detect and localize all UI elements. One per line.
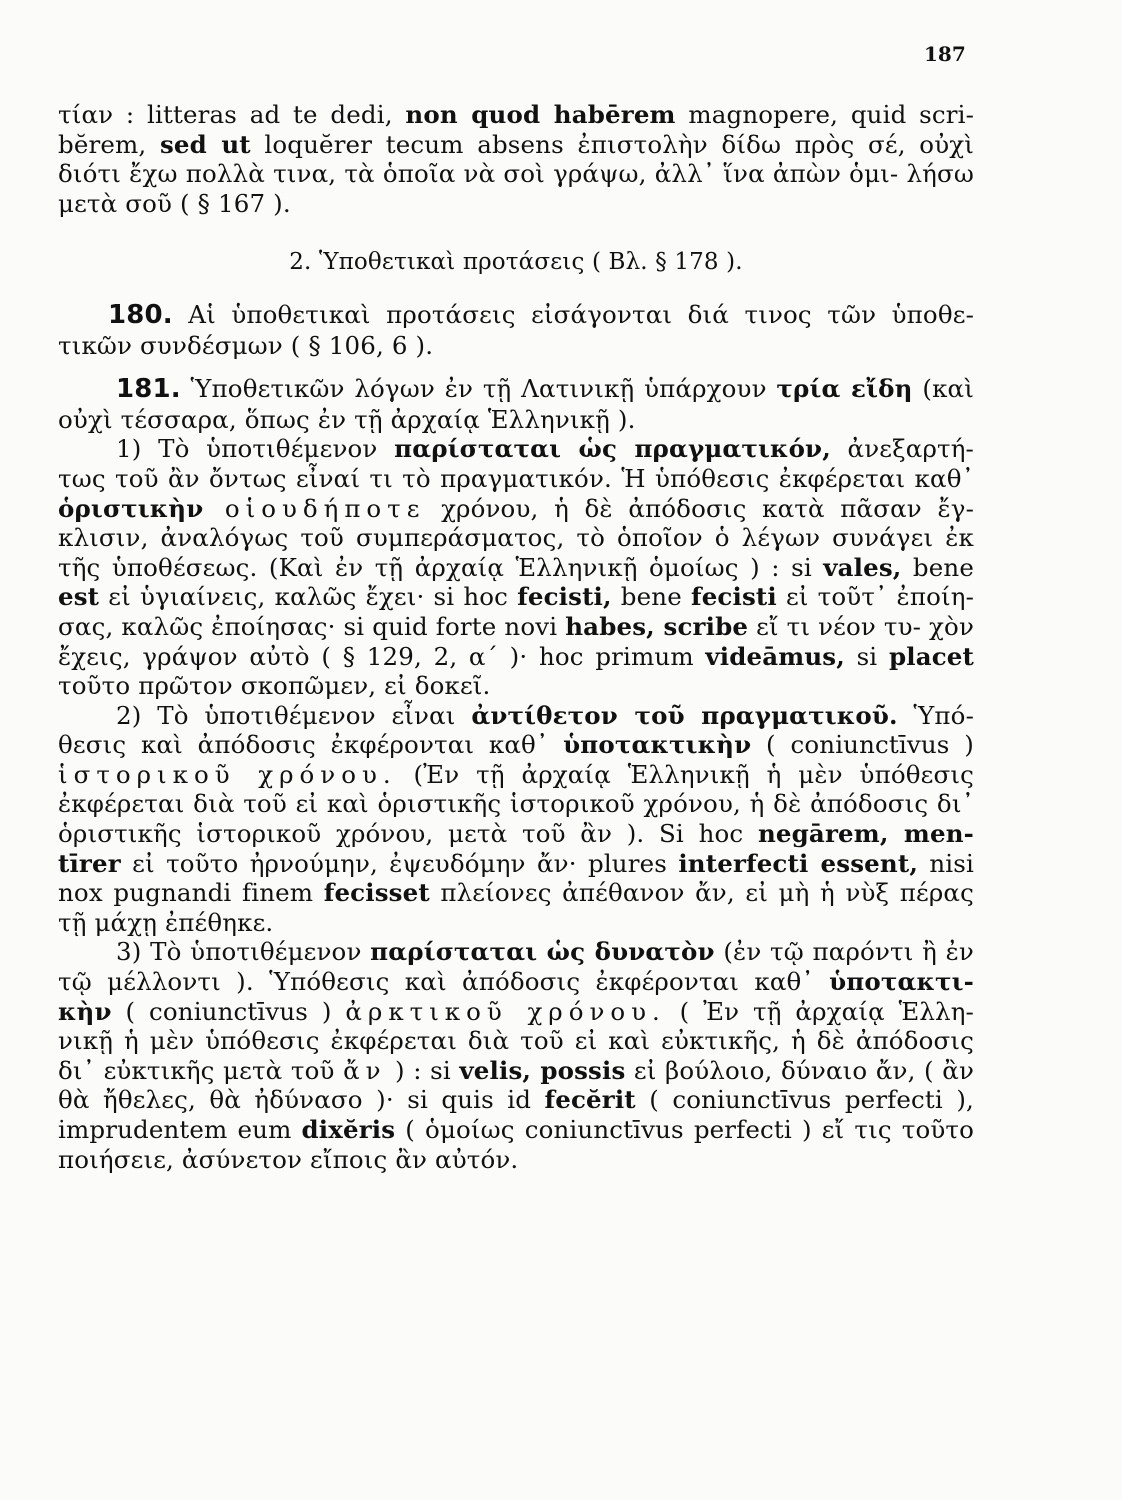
paragraph-continuation: τίαν : litteras ad te dedi, non quod habērem magnopere, quid scri- bĕrem, sed ut loquĕrer tecum absens ἐπιστολὴν δίδω πρὸς σέ, οὐχὶ διότι ἔχω πολλὰ τινα, τὰ ὁποῖα νὰ σοὶ γράψω, ἀλλ᾽ ἵνα ἀπὼν ὁμι- λήσω μετὰ σοῦ ( § 167 ).: [58, 100, 974, 218]
section-181: 181. Ὑποθετικῶν λόγων ἐν τῇ Λατινικῇ ὑπάρχουν τρία εἴδη (καὶ οὐχὶ τέσσαρα, ὅπως ἐν τῇ ἀρχαίᾳ Ἑλληνικῇ ).: [58, 374, 974, 434]
item-2: 2) Τὸ ὑποτιθέμενον εἶναι ἀντίθετον τοῦ πραγματικοῦ. Ὑπό- θεσις καὶ ἀπόδοσις ἐκφέρονται καθ᾽ ὑποτακτικὴν ( coniunctīvus ) ἱστορικοῦ χρόνου. (Ἐν τῇ ἀρχαίᾳ Ἑλληνικῇ ἡ μὲν ὑπόθεσις ἐκφέρεται διὰ τοῦ εἰ καὶ ὁριστικῆς ἱστορικοῦ χρόνου, ἡ δὲ ἀπόδοσις δι᾽ ὁριστικῆς ἱστορικοῦ χρόνου, μετὰ τοῦ ἂν ). Si hoc negārem, men- tīrer εἰ τοῦτο ἠρνούμην, ἐψευδόμην ἄν· plures interfecti essent, nisi nox pugnandi finem fecisset πλείονες ἀπέθανον ἄν, εἰ μὴ ἡ νὺξ πέρας τῇ μάχῃ ἐπέθηκε.: [58, 700, 974, 937]
section-number: 180.: [108, 299, 173, 330]
section-180: 180. Αἱ ὑποθετικαὶ προτάσεις εἰσάγονται διά τινος τῶν ὑποθε- τικῶν συνδέσμων ( § 106, 6 ).: [58, 299, 974, 360]
section-number: 181.: [116, 374, 181, 405]
section-heading: 2. Ὑποθετικαὶ προτάσεις ( Βλ. § 178 ).: [289, 249, 743, 276]
item-3: 3) Τὸ ὑποτιθέμενον παρίσταται ὡς δυνατὸν (ἐν τῷ παρόντι ἢ ἐν τῷ μέλλοντι ). Ὑπόθεσις καὶ ἀπόδοσις ἐκφέρονται καθ᾽ ὑποτακτι- κὴν ( coniunctīvus ) ἀρκτικοῦ χρόνου. ( Ἐν τῇ ἀρχαίᾳ Ἑλλη- νικῇ ἡ μὲν ὑπόθεσις ἐκφέρεται διὰ τοῦ εἰ καὶ εὐκτικῆς, ἡ δὲ ἀπόδοσις δι᾽ εὐκτικῆς μετὰ τοῦ ἄν ) : si velis, possis εἰ βούλοιο, δύναιο ἄν, ( ἂν θὰ ἤθελες, θὰ ἠδύνασο )· si quis id fecĕrit ( coniunctīvus perfecti ), imprudentem eum dixĕris ( ὁμοίως coniunctīvus perfecti ) εἴ τις τοῦτο ποιήσειε, ἀσύνετον εἴποις ἂν αὐτόν.: [58, 937, 975, 1174]
page-body: [58, 100, 974, 1174]
item-1: 1) Τὸ ὑποτιθέμενον παρίσταται ὡς πραγματικόν, ἀνεξαρτή- τως τοῦ ἂν ὄντως εἶναί τι τὸ πραγματικόν. Ἡ ὑπόθεσις ἐκφέρεται καθ᾽ ὁριστικὴν οἱουδήποτε χρόνου, ἡ δὲ ἀπόδοσις κατὰ πᾶσαν ἔγ- κλισιν, ἀναλόγως τοῦ συμπεράσματος, τὸ ὁποῖον ὁ λέγων συνάγει ἐκ τῆς ὑποθέσεως. (Καὶ ἐν τῇ ἀρχαίᾳ Ἑλληνικῇ ὁμοίως ) : si vales, bene est εἰ ὑγιαίνεις, καλῶς ἔχει· si hoc fecisti, bene fecisti εἰ τοῦτ᾽ ἐποίη- σας, καλῶς ἐποίησας· si quid forte novi habes, scribe εἴ τι νέον τυ- χὸν ἔχεις, γράψον αὐτὸ ( § 129, 2, α΄ )· hoc primum videāmus, si placet τοῦτο πρῶτον σκοπῶμεν, εἰ δοκεῖ.: [58, 434, 975, 701]
page-number: 187: [924, 42, 966, 66]
